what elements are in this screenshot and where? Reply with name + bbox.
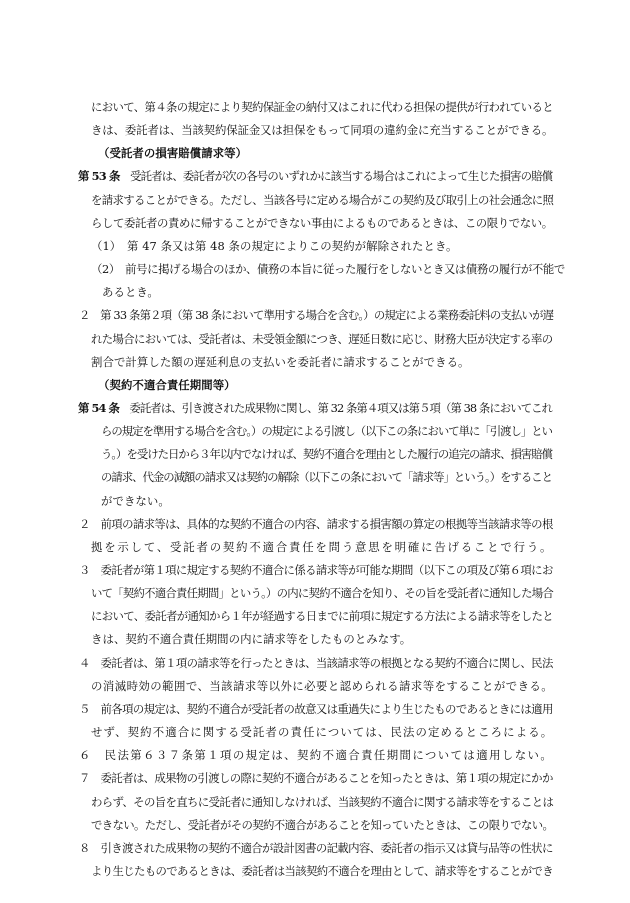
text-line: ５ 前各項の規定は、契約不適合が受託者の故意又は重過失により生じたものであるときには適用 [79, 701, 553, 716]
text-line: において、委託者が通知から１年が経過する日までに前項に規定する方法による請求等をしたと [91, 609, 554, 624]
text-line: らの規定を準用する場合を含む。）の規定による引渡し（以下この条において単に「引渡し」とい [101, 424, 553, 439]
text-line: きは、契約不適合責任期間の内に請求等をしたものとみなす。 [91, 632, 412, 647]
article-line: 第 53 条 受託者は、委託者が次の各号のいずれかに該当する場合はこれによって生じた損害の賠償 [78, 169, 553, 184]
text-line: いて「契約不適合責任期間」という。）の内に契約不適合を知り、その旨を受託者に通知した場合 [91, 586, 554, 601]
text-line: を請求することができる。ただし、当該各号に定める場合がこの契約及び取引上の社会通念に照 [91, 192, 554, 207]
text-line: できない。ただし、受託者がその契約不適合があることを知っていたときは、この限りでない。 [91, 817, 554, 832]
text-line: の請求、代金の減額の請求又は契約の解除（以下この条において「請求等」という。）をすること [101, 470, 553, 485]
text-line: ２ 第 33 条第２項（第 38 条において準用する場合を含む。）の規定による業務委託料の支払いが遅 [79, 308, 554, 323]
text-line: の消滅時効の範囲で、当該請求等以外に必要と認められる請求等をすることができる。 [91, 678, 554, 693]
text-line: きは、委託者は、当該契約保証金又は担保をもって同項の違約金に充当することができる。 [91, 123, 554, 138]
text-line: （2） 前号に掲げる場合のほか、債務の本旨に従った履行をしないとき又は債務の履行が不能で [91, 262, 565, 277]
text-line: 拠を示して、受託者の契約不適合責任を問う意思を明確に告げることで行う。 [91, 539, 554, 554]
section-heading: （受託者の損害賠償請求等） [98, 146, 248, 161]
text-line: う。）を受けた日から３年以内でなければ、契約不適合を理由とした履行の追完の請求、損害賠償 [101, 447, 553, 462]
text-line: ４ 委託者は、第１項の請求等を行ったときは、当該請求等の根拠となる契約不適合に関し、民法 [79, 655, 553, 670]
text-line: らして委託者の責めに帰することができない事由によるものであるときは、この限りでない。 [91, 215, 553, 230]
text-line: わらず、その旨を直ちに受託者に通知しなければ、当該契約不適合に関する請求等をすることは [91, 794, 554, 809]
text-line: より生じたものであるときは、委託者は当該契約不適合を理由として、請求等をすることができ [91, 863, 554, 878]
text-line: ６ 民法第６３７条第１項の規定は、契約不適合責任期間については適用しない。 [79, 748, 554, 763]
text-line: ７ 委託者は、成果物の引渡しの際に契約不適合があることを知ったときは、第１項の規定にかか [79, 771, 553, 786]
section-heading: （契約不適合責任期間等） [98, 377, 236, 392]
text-line: ができない。 [101, 493, 170, 508]
text-line: あるとき。 [102, 285, 159, 300]
text-line: ８ 引き渡された成果物の契約不適合が設計図書の記載内容、委託者の指示又は貸与品等の性状に [79, 840, 553, 855]
article-line: 第 54 条 委託者は、引き渡された成果物に関し、第 32 条第４項又は第５項（第 38 条においてこれ [78, 400, 553, 415]
text-line: において、第４条の規定により契約保証金の納付又はこれに代わる担保の提供が行われていると [91, 100, 554, 114]
text-line: ３ 委託者が第１項に規定する契約不適合に係る請求等が可能な期間（以下この項及び第６項にお [79, 563, 553, 577]
text-line: ２ 前項の請求等は、具体的な契約不適合の内容、請求する損害額の算定の根拠等当該請求等の根 [79, 516, 553, 531]
text-line: れた場合においては、受託者は、未受領金額につき、遅延日数に応じ、財務大臣が決定する率の [91, 331, 553, 346]
text-line: せず、契約不適合に関する受託者の責任については、民法の定めるところによる。 [91, 725, 554, 740]
text-line: 割合で計算した額の遅延利息の支払いを委託者に請求することができる。 [91, 354, 470, 369]
text-line: （1） 第 47 条又は第 48 条の規定によりこの契約が解除されたとき。 [91, 238, 458, 253]
